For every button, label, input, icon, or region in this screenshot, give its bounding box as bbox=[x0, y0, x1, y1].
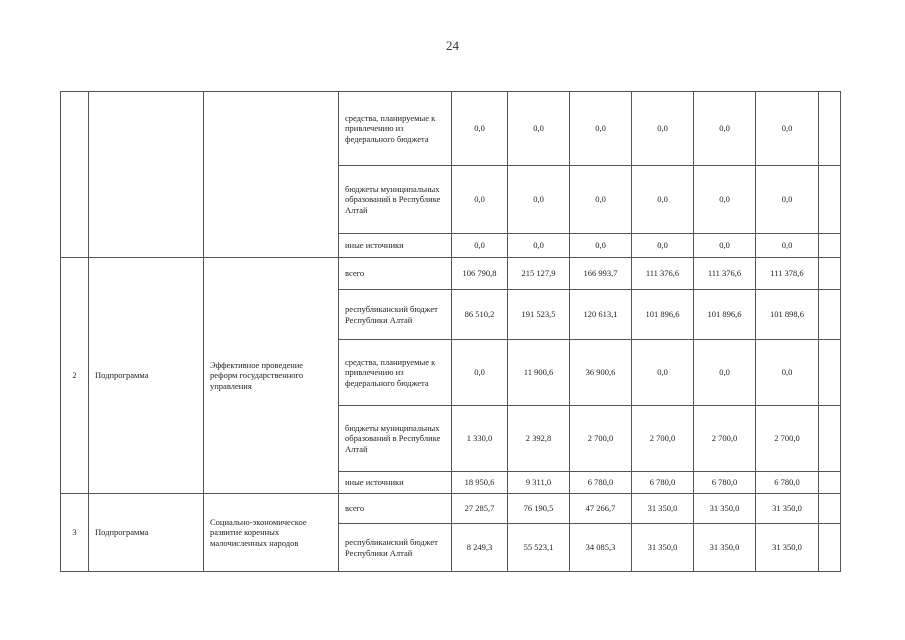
row-type-cell bbox=[89, 92, 204, 258]
empty-cell bbox=[819, 406, 841, 472]
funding-source: средства, планируемые к привлечению из федерального бюджета bbox=[339, 92, 452, 166]
funding-source: республиканский бюджет Республики Алтай bbox=[339, 524, 452, 572]
value-cell: 55 523,1 bbox=[508, 524, 570, 572]
value-cell: 11 900,6 bbox=[508, 340, 570, 406]
value-cell: 111 376,6 bbox=[694, 258, 756, 290]
row-name-cell: Социально-экономическое развитие коренных малочисленных народов bbox=[204, 494, 339, 572]
value-cell: 47 266,7 bbox=[570, 494, 632, 524]
value-cell: 31 350,0 bbox=[756, 494, 819, 524]
value-cell: 0,0 bbox=[694, 340, 756, 406]
value-cell: 2 392,8 bbox=[508, 406, 570, 472]
value-cell: 0,0 bbox=[508, 234, 570, 258]
funding-source: иные источники bbox=[339, 472, 452, 494]
value-cell: 36 900,6 bbox=[570, 340, 632, 406]
value-cell: 31 350,0 bbox=[632, 494, 694, 524]
value-cell: 31 350,0 bbox=[694, 524, 756, 572]
empty-cell bbox=[819, 472, 841, 494]
row-number-cell: 3 bbox=[61, 494, 89, 572]
empty-cell bbox=[819, 340, 841, 406]
table-row bbox=[61, 258, 841, 290]
row-type-cell: Подпрограмма bbox=[89, 494, 204, 572]
value-cell: 9 311,0 bbox=[508, 472, 570, 494]
funding-source: республиканский бюджет Республики Алтай bbox=[339, 290, 452, 340]
value-cell: 1 330,0 bbox=[452, 406, 508, 472]
table-row bbox=[61, 494, 841, 524]
row-name-cell bbox=[204, 92, 339, 258]
empty-cell bbox=[819, 166, 841, 234]
value-cell: 18 950,6 bbox=[452, 472, 508, 494]
value-cell: 101 896,6 bbox=[632, 290, 694, 340]
value-cell: 8 249,3 bbox=[452, 524, 508, 572]
value-cell: 101 896,6 bbox=[694, 290, 756, 340]
value-cell: 2 700,0 bbox=[694, 406, 756, 472]
value-cell: 0,0 bbox=[694, 92, 756, 166]
value-cell: 0,0 bbox=[756, 340, 819, 406]
value-cell: 0,0 bbox=[452, 234, 508, 258]
value-cell: 0,0 bbox=[570, 234, 632, 258]
value-cell: 6 780,0 bbox=[756, 472, 819, 494]
empty-cell bbox=[819, 234, 841, 258]
value-cell: 101 898,6 bbox=[756, 290, 819, 340]
value-cell: 0,0 bbox=[694, 234, 756, 258]
value-cell: 0,0 bbox=[452, 340, 508, 406]
value-cell: 27 285,7 bbox=[452, 494, 508, 524]
value-cell: 2 700,0 bbox=[632, 406, 694, 472]
value-cell: 111 378,6 bbox=[756, 258, 819, 290]
empty-cell bbox=[819, 258, 841, 290]
value-cell: 0,0 bbox=[756, 92, 819, 166]
value-cell: 0,0 bbox=[452, 92, 508, 166]
funding-source: иные источники bbox=[339, 234, 452, 258]
value-cell: 76 190,5 bbox=[508, 494, 570, 524]
value-cell: 0,0 bbox=[570, 92, 632, 166]
empty-cell bbox=[819, 524, 841, 572]
value-cell: 191 523,5 bbox=[508, 290, 570, 340]
empty-cell bbox=[819, 92, 841, 166]
value-cell: 34 085,3 bbox=[570, 524, 632, 572]
value-cell: 2 700,0 bbox=[756, 406, 819, 472]
funding-source: бюджеты муниципальных образований в Республике Алтай bbox=[339, 166, 452, 234]
value-cell: 2 700,0 bbox=[570, 406, 632, 472]
funding-source: бюджеты муниципальных образований в Республике Алтай bbox=[339, 406, 452, 472]
page-number: 24 bbox=[446, 38, 459, 53]
value-cell: 6 780,0 bbox=[570, 472, 632, 494]
value-cell: 120 613,1 bbox=[570, 290, 632, 340]
row-number-cell: 2 bbox=[61, 258, 89, 494]
value-cell: 0,0 bbox=[694, 166, 756, 234]
empty-cell bbox=[819, 290, 841, 340]
row-type-cell: Подпрограмма bbox=[89, 258, 204, 494]
value-cell: 31 350,0 bbox=[694, 494, 756, 524]
value-cell: 31 350,0 bbox=[756, 524, 819, 572]
row-number-cell bbox=[61, 92, 89, 258]
funding-source: всего bbox=[339, 258, 452, 290]
value-cell: 106 790,8 bbox=[452, 258, 508, 290]
value-cell: 0,0 bbox=[452, 166, 508, 234]
value-cell: 6 780,0 bbox=[632, 472, 694, 494]
row-name-cell: Эффективное проведение реформ государственного управления bbox=[204, 258, 339, 494]
value-cell: 166 993,7 bbox=[570, 258, 632, 290]
value-cell: 0,0 bbox=[508, 166, 570, 234]
value-cell: 0,0 bbox=[632, 166, 694, 234]
value-cell: 6 780,0 bbox=[694, 472, 756, 494]
value-cell: 0,0 bbox=[632, 234, 694, 258]
value-cell: 0,0 bbox=[756, 234, 819, 258]
value-cell: 111 376,6 bbox=[632, 258, 694, 290]
funding-source: средства, планируемые к привлечению из федерального бюджета bbox=[339, 340, 452, 406]
value-cell: 0,0 bbox=[632, 340, 694, 406]
empty-cell bbox=[819, 494, 841, 524]
funding-source: всего bbox=[339, 494, 452, 524]
value-cell: 0,0 bbox=[756, 166, 819, 234]
value-cell: 0,0 bbox=[570, 166, 632, 234]
value-cell: 86 510,2 bbox=[452, 290, 508, 340]
value-cell: 0,0 bbox=[632, 92, 694, 166]
budget-table bbox=[60, 91, 841, 572]
table-row bbox=[61, 92, 841, 166]
value-cell: 31 350,0 bbox=[632, 524, 694, 572]
value-cell: 215 127,9 bbox=[508, 258, 570, 290]
value-cell: 0,0 bbox=[508, 92, 570, 166]
